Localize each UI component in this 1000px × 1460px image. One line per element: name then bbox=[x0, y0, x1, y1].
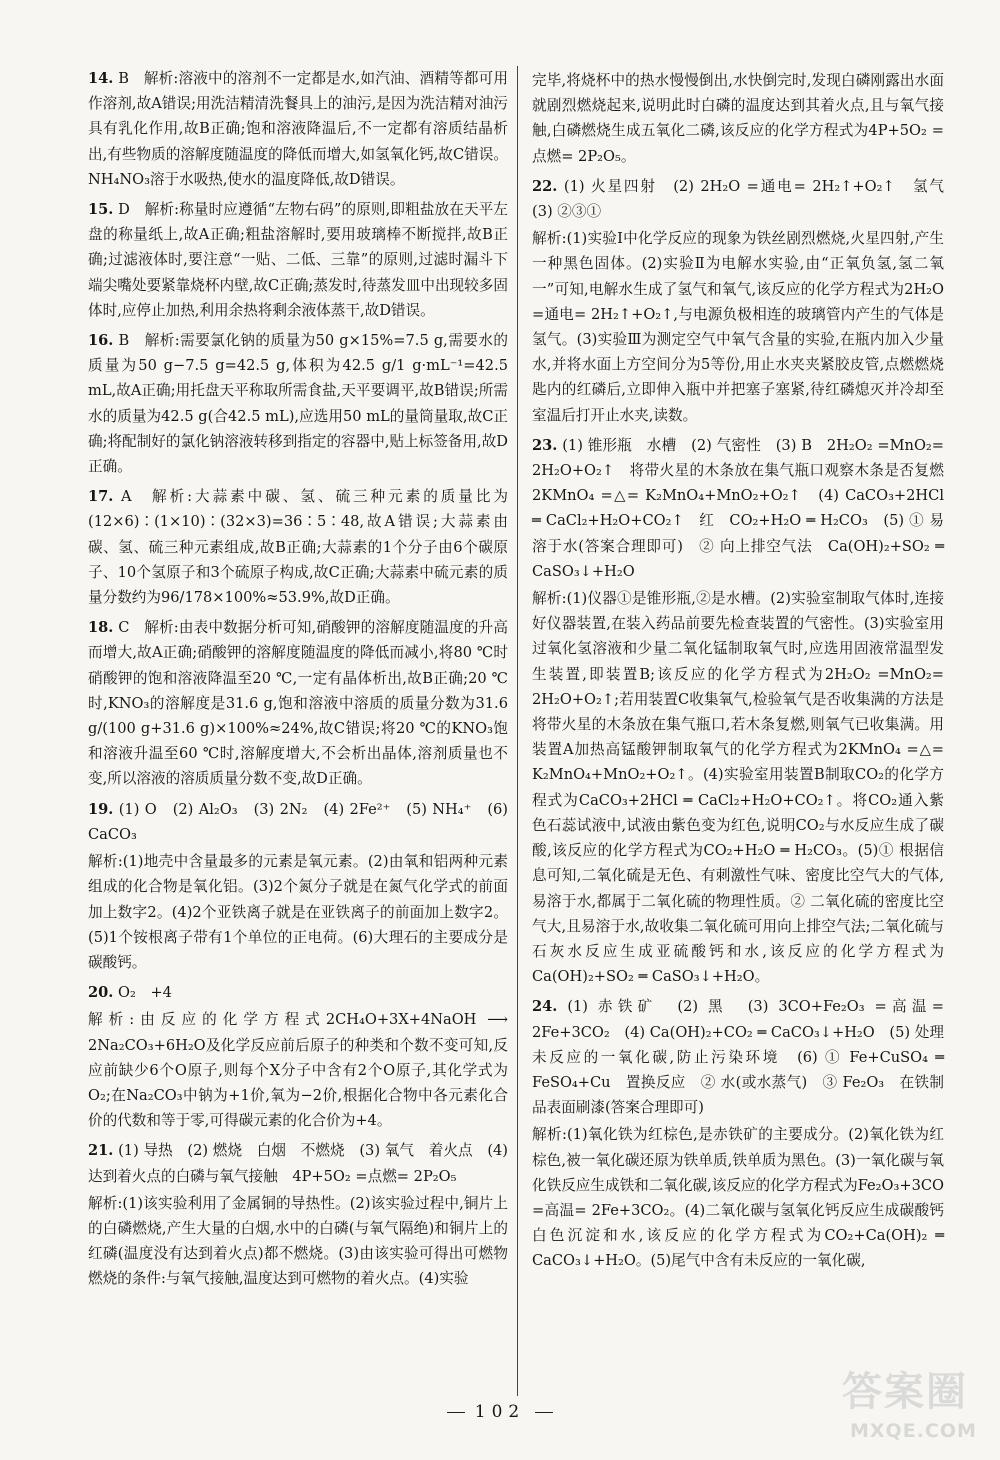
answer-line bbox=[88, 328, 508, 479]
question-number: 15. bbox=[88, 201, 114, 219]
answer-text: (1) 导热 (2) 燃烧 白烟 不燃烧 (3) 氧气 着火点 (4) 达到着火点的白磷与氧气接触 4P+5O₂ =点燃= 2P₂O₅ bbox=[88, 1142, 508, 1185]
answer-text: A 解析:大蒜素中碳、氢、硫三种元素的质量比为(12×6)∶(1×10)∶(32×3)=36∶5∶48,故A错误;大蒜素由碳、氢、硫三种元素组成,故B正确;大蒜素的1个分子由6个碳原子、10个氢原子和3个硫原子构成,故C正确;大蒜素中硫元素的质量分数约为96/178×100%≈53.9%,故D正确。 bbox=[88, 488, 508, 607]
answer-block bbox=[88, 797, 508, 975]
watermark-title: 答案圈 bbox=[842, 1369, 968, 1415]
answer-block bbox=[88, 197, 508, 323]
watermark-url: MXQE.COM bbox=[850, 1420, 977, 1442]
right-column bbox=[532, 66, 959, 1279]
question-number: 14. bbox=[88, 70, 114, 87]
solution-text: 解析:由反应的化学方程式2CH₄O+3X+4NaOH ⟶ 2Na₂CO₃+6H₂O及化学反应前后原子的种类和个数不变可知,反应前缺少6个O原子,则每个X分子中含有2个O原子,其化学式为O₂;在Na₂CO₃中钠为+1价,氧为−2价,根据化合物中各元素化合价的代数和等于零,可得碳元素的化合价为+4。 bbox=[88, 1011, 508, 1130]
solution-text: 解析:(1)该实验利用了金属铜的导热性。(2)该实验过程中,铜片上的白磷燃烧,产生大量的白烟,水中的白磷(与氧气隔绝)和铜片上的红磷(温度没有达到着火点)都不燃烧。(3)由该实验可得出可燃物燃烧的条件:与氧气接触,温度达到可燃物的着火点。(4)实验 bbox=[88, 1194, 508, 1288]
question-number: 21. bbox=[88, 1142, 114, 1160]
question-number: 20. bbox=[88, 984, 114, 1002]
column-divider bbox=[517, 66, 518, 1396]
answer-text: (1) O (2) Al₂O₃ (3) 2N₂ (4) 2Fe²⁺ (5) NH₄⁺ (6) CaCO₃ bbox=[88, 800, 508, 843]
answer-block bbox=[88, 615, 508, 791]
question-number: 16. bbox=[88, 332, 114, 350]
footer-dash-right bbox=[535, 1412, 553, 1413]
answer-text: (1) 赤铁矿 (2) 黑 (3) 3CO+Fe₂O₃ =高温= 2Fe+3CO₂ (4) Ca(OH)₂+CO₂ ═ CaCO₃↓+H₂O (5) 处理未反应的一氧化碳,防止污染环境 (6) ① Fe+CuSO₄ ═ FeSO₄+Cu 置换反应 ② 水(或水蒸气) ③ Fe₂O₃ 在铁制品表面刷漆(答案合理即可) bbox=[532, 998, 944, 1117]
solution-text: 解析:(1)地壳中含量最多的元素是氧元素。(2)由氧和铝两种元素组成的化合物是氧化铝。(3)2个氮分子就是在氮气化学式的前面加上数字2。(4)2个亚铁离子就是在亚铁离子的前面加上数字2。(5)1个铵根离子带有1个单位的正电荷。(6)大理石的主要成分是碳酸钙。 bbox=[88, 853, 508, 971]
answer-block bbox=[532, 174, 959, 428]
question-number: 24. bbox=[532, 998, 558, 1016]
question-number: 18. bbox=[88, 619, 114, 637]
question-number: 22. bbox=[532, 177, 558, 195]
answer-line bbox=[532, 174, 959, 224]
answer-block bbox=[532, 994, 944, 1273]
answer-block bbox=[88, 1138, 508, 1291]
answer-line bbox=[88, 797, 508, 847]
answer-text: O₂ +4 bbox=[118, 984, 172, 1002]
question-number: 19. bbox=[88, 800, 114, 818]
answer-block bbox=[532, 433, 959, 989]
answer-block bbox=[88, 980, 508, 1133]
page-number: 102 bbox=[474, 1402, 526, 1422]
answer-line bbox=[532, 433, 959, 584]
footer-dash-left bbox=[447, 1412, 465, 1413]
watermark-logo bbox=[842, 1360, 992, 1450]
question-number: 23. bbox=[532, 436, 558, 454]
left-column bbox=[88, 66, 508, 1297]
answer-line bbox=[532, 994, 944, 1120]
answer-text: B 解析:需要氯化钠的质量为50 g×15%=7.5 g,需要水的质量为50 g−7.5 g=42.5 g,体积为42.5 g/1 g·mL⁻¹=42.5 mL,故A正确;用托盘天平称取所需食盐,天平要调平,故B错误;所需水的质量为42.5 g(合42.5 mL),应选用50 mL的量筒量取,故C正确;将配制好的氯化钠溶液转移到指定的容器中,贴上标签备用,故D正确。 bbox=[88, 332, 508, 476]
answer-text: (1) 火星四射 (2) 2H₂O =通电= 2H₂↑+O₂↑ 氢气 (3) ②③① bbox=[532, 177, 959, 221]
solution-text: 完毕,将烧杯中的热水慢慢倒出,水快倒完时,发现白磷刚露出水面就剧烈燃烧起来,说明此时白磷的温度达到其着火点,且与氧气接触,白磷燃烧生成五氧化二磷,该反应的化学方程式为4P+5O₂ =点燃= 2P₂O₅。 bbox=[532, 72, 944, 165]
answer-block bbox=[88, 484, 508, 610]
question-number: 17. bbox=[88, 488, 114, 506]
solution-text: 解析:(1)仪器①是锥形瓶,②是水槽。(2)实验室制取气体时,连接好仪器装置,在装入药品前要先检查装置的气密性。(3)实验室用过氧化氢溶液和少量二氧化锰制取氧气时,应选用固液常温型发生装置,即装置B;该反应的化学方程式为2H₂O₂ =MnO₂= 2H₂O+O₂↑;若用装置C收集氧气,检验氧气是否收集满的方法是将带火星的木条放在集气瓶口,若木条复燃,则氧气已收集满。用装置A加热高锰酸钾制取氧气的化学方程式为2KMnO₄ =△= K₂MnO₄+MnO₂+O₂↑。(4)实验室用装置B制取CO₂的化学方程式为CaCO₃+2HCl ═ CaCl₂+H₂O+CO₂↑。将CO₂通入紫色石蕊试液中,试液由紫色变为红色,说明CO₂与水反应生成了碳酸,该反应的化学方程式为CO₂+H₂O ═ H₂CO₃。(5)① 根据信息可知,二氧化硫是无色、有刺激性气味、密度比空气大的气体,易溶于水,都属于二氧化硫的物理性质。② 二氧化硫的密度比空气大,且易溶于水,故收集二氧化硫可用向上排空气法;二氧化硫与石灰水反应生成亚硫酸钙和水,该反应的化学方程式为Ca(OH)₂+SO₂ ═ CaSO₃↓+H₂O。 bbox=[532, 590, 944, 986]
solution-text: 解析:(1)实验Ⅰ中化学反应的现象为铁丝剧烈燃烧,火星四射,产生一种黑色固体。(2)实验Ⅱ为电解水实验,由“正氧负氢,氢二氧一”可知,电解水生成了氢气和氧气,该反应的化学方程式为2H₂O =通电= 2H₂↑+O₂↑,与电源负极相连的玻璃管内产生的气体是氢气。(3)实验Ⅲ为测定空气中氧气含量的实验,在瓶内加入少量水,并将水面上方空间分为5等份,用止水夹夹紧胶皮管,点燃燃烧匙内的红磷后,立即伸入瓶中并把塞子塞紧,待红磷熄灭并冷却至室温后打开止水夹,读数。 bbox=[532, 230, 944, 424]
answer-line bbox=[88, 615, 508, 791]
answer-line bbox=[88, 197, 508, 323]
answer-line bbox=[88, 1138, 508, 1188]
answer-block bbox=[88, 66, 508, 192]
answer-text: (1) 锥形瓶 水槽 (2) 气密性 (3) B 2H₂O₂ =MnO₂= 2H₂O+O₂↑ 将带火星的木条放在集气瓶口观察木条是否复燃 2KMnO₄ =△= K₂MnO₄+MnO₂+O₂↑ (4) CaCO₃+2HCl ═ CaCl₂+H₂O+CO₂↑ 红 CO₂+H₂O ═ H₂CO₃ (5) ① 易溶于水(答案合理即可) ② 向上排空气法 Ca(OH)₂+SO₂ ═ CaSO₃↓+H₂O bbox=[532, 436, 959, 580]
solution-text: 解析:(1)氧化铁为红棕色,是赤铁矿的主要成分。(2)氧化铁为红棕色,被一氧化碳还原为铁单质,铁单质为黑色。(3)一氧化碳与氧化铁反应生成铁和二氧化碳,该反应的化学方程式为Fe₂O₃+3CO =高温= 2Fe+3CO₂。(4)二氧化碳与氢氧化钙反应生成碳酸钙白色沉淀和水,该反应的化学方程式为CO₂+Ca(OH)₂ ═ CaCO₃↓+H₂O。(5)尾气中含有未反应的一氧化碳, bbox=[532, 1126, 944, 1270]
answer-block bbox=[532, 68, 944, 169]
answer-text: C 解析:由表中数据分析可知,硝酸钾的溶解度随温度的升高而增大,故A正确;硝酸钾的溶解度随温度的降低而减小,将80 ℃时硝酸钾的饱和溶液降温至20 ℃,一定有晶体析出,故B正确;20 ℃时,KNO₃的溶解度是31.6 g,饱和溶液中溶质的质量分数为31.6 g/(100 g+31.6 g)×100%≈24%,故C错误;将20 ℃的KNO₃饱和溶液升温至60 ℃时,溶解度增大,不会析出晶体,溶剂质量也不变,所以溶液的溶质质量分数不变,故D正确。 bbox=[88, 619, 508, 788]
answer-line bbox=[88, 66, 508, 192]
answer-block bbox=[88, 328, 508, 479]
answer-text: B 解析:溶液中的溶剂不一定都是水,如汽油、酒精等都可用作溶剂,故A错误;用洗洁精清洗餐具上的油污,是因为洗洁精对油污具有乳化作用,故B正确;饱和溶液降温后,不一定都有溶质结晶析出,有些物质的溶解度随温度的降低而增大,如氢氧化钙,故C错误。NH₄NO₃溶于水吸热,使水的温度降低,故D错误。 bbox=[88, 70, 508, 188]
answer-line bbox=[88, 484, 508, 610]
answer-line bbox=[88, 980, 508, 1005]
answer-text: D 解析:称量时应遵循“左物右码”的原则,即粗盐放在天平左盘的称量纸上,故A正确;粗盐溶解时,要用玻璃棒不断搅拌,故B正确;过滤液体时,要注意“一贴、二低、三靠”的原则,过滤时漏斗下端尖嘴处要紧靠烧杯内壁,故C正确;蒸发时,待蒸发皿中出现较多固体时,应停止加热,利用余热将剩余液体蒸干,故D错误。 bbox=[88, 201, 508, 319]
